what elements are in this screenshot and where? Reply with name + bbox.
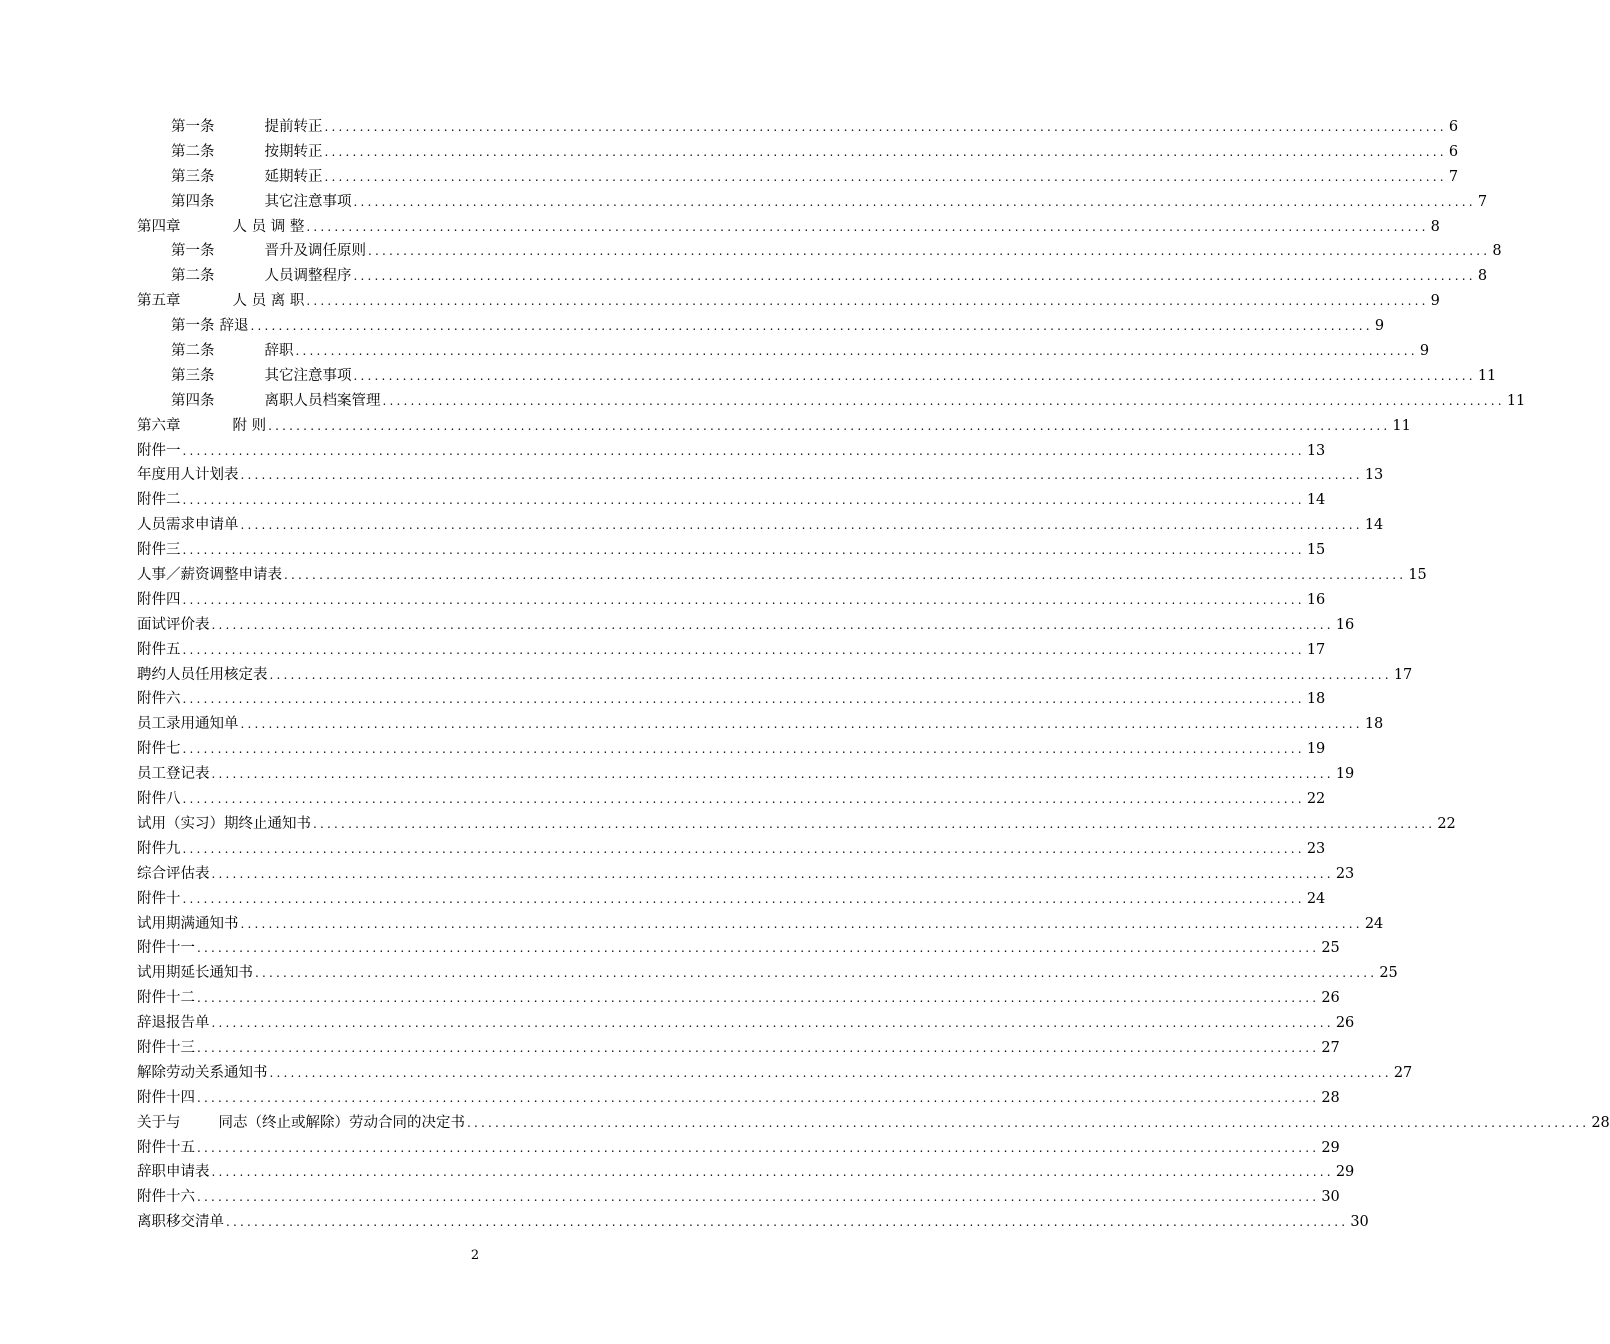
- toc-entry-text: 附件十六: [137, 1189, 195, 1206]
- dot-leader: ................................................................................................................................................................: [353, 368, 1476, 383]
- toc-entry-label: [137, 812, 311, 837]
- dot-leader: ................................................................................................................................................................: [182, 792, 1305, 807]
- toc-entry[interactable]: [137, 1160, 1355, 1185]
- toc-entry-page: 14: [1306, 492, 1326, 509]
- toc-entry-text: 其它注意事项: [264, 193, 352, 210]
- toc-entry-text: 解除劳动关系通知书: [137, 1064, 268, 1081]
- dot-leader: ................................................................................................................................................................: [295, 344, 1418, 359]
- toc-entry-label: [137, 215, 304, 240]
- toc-entry[interactable]: [137, 1210, 1369, 1235]
- dot-leader: ................................................................................................................................................................: [211, 866, 1334, 881]
- toc-entry-page: 15: [1408, 567, 1427, 584]
- toc-entry-text: 按期转正: [264, 143, 323, 160]
- toc-entry[interactable]: [137, 712, 1384, 737]
- toc-entry[interactable]: [137, 190, 1488, 215]
- toc-entry-label: [137, 289, 304, 314]
- toc-entry-text: 第四条: [171, 193, 215, 210]
- toc-entry[interactable]: [137, 638, 1326, 663]
- dot-leader: ................................................................................................................................................................: [182, 543, 1305, 558]
- toc-entry-label: [137, 1160, 210, 1185]
- dot-leader: ................................................................................................................................................................: [324, 169, 1447, 184]
- dot-leader: ................................................................................................................................................................: [368, 244, 1491, 259]
- toc-entry-page: 16: [1335, 616, 1355, 633]
- toc-entry-text: 附件十三: [137, 1039, 195, 1056]
- toc-entry[interactable]: [137, 538, 1326, 563]
- toc-entry-text: 聘约人员任用核定表: [137, 666, 268, 683]
- toc-entry-page: 26: [1321, 990, 1340, 1007]
- toc-entry-label: [137, 887, 181, 912]
- dot-leader: ................................................................................................................................................................: [182, 642, 1305, 657]
- toc-entry-text: 人 员 离 职: [232, 293, 305, 310]
- dot-leader: ................................................................................................................................................................: [211, 767, 1334, 782]
- dot-leader: ................................................................................................................................................................: [182, 493, 1305, 508]
- dot-leader: ................................................................................................................................................................: [240, 717, 1363, 732]
- toc-entry-text: 辞退: [219, 318, 249, 335]
- toc-entry-page: 19: [1335, 766, 1355, 783]
- dot-leader: ................................................................................................................................................................: [211, 1165, 1334, 1180]
- dot-leader: ................................................................................................................................................................: [353, 194, 1476, 209]
- toc-entry-page: 28: [1321, 1089, 1340, 1106]
- toc-entry-label: [137, 737, 181, 762]
- toc-entry[interactable]: [137, 513, 1384, 538]
- dot-leader: ................................................................................................................................................................: [197, 1040, 1320, 1055]
- toc-entry[interactable]: [137, 264, 1488, 289]
- toc-entry[interactable]: [137, 1111, 1610, 1136]
- dot-leader: ................................................................................................................................................................: [324, 120, 1447, 134]
- toc-entry-label: [137, 439, 181, 464]
- toc-entry-text: 第二条: [171, 343, 215, 360]
- toc-entry-label: [171, 140, 323, 165]
- toc-entry-text: 员工录用通知单: [137, 716, 239, 733]
- toc-entry-page: 22: [1437, 815, 1456, 832]
- toc-entry[interactable]: [137, 215, 1440, 240]
- toc-entry-label: [137, 463, 239, 488]
- toc-entry-text: 第二条: [171, 268, 215, 285]
- toc-entry-label: [137, 986, 195, 1011]
- toc-entry-label: [137, 837, 181, 862]
- toc-entry[interactable]: [137, 389, 1526, 414]
- dot-leader: ................................................................................................................................................................: [306, 219, 1429, 234]
- toc-entry-label: [137, 862, 210, 887]
- toc-entry[interactable]: [137, 812, 1456, 837]
- toc-entry-text: 第二条: [171, 143, 215, 160]
- toc-entry-text: 附件二: [137, 492, 181, 509]
- toc-entry-label: [137, 712, 239, 737]
- toc-entry-label: [171, 115, 323, 140]
- toc-entry-page: 11: [1392, 417, 1411, 434]
- toc-entry-text: 人事／薪资调整申请表: [137, 567, 282, 584]
- toc-entry[interactable]: [137, 1086, 1340, 1111]
- dot-leader: ................................................................................................................................................................: [182, 592, 1305, 607]
- toc-entry-page: 27: [1393, 1064, 1413, 1081]
- toc-entry-text: 附件十四: [137, 1089, 195, 1106]
- toc-entry[interactable]: [137, 887, 1326, 912]
- toc-entry-text: 附件四: [137, 591, 181, 608]
- toc-entry-page: 6: [1448, 119, 1459, 135]
- dot-leader: ................................................................................................................................................................: [255, 966, 1378, 981]
- toc-entry-text: 试用期延长通知书: [137, 965, 253, 982]
- toc-entry-page: 27: [1321, 1039, 1340, 1056]
- toc-entry-label: [137, 1111, 465, 1136]
- toc-entry[interactable]: [137, 588, 1326, 613]
- toc-entry-page: 22: [1306, 791, 1326, 808]
- table-of-contents: [137, 115, 1610, 1235]
- toc-entry-page: 7: [1448, 168, 1459, 185]
- dot-leader: ................................................................................................................................................................: [197, 1140, 1320, 1155]
- toc-entry-text: 附件七: [137, 741, 181, 758]
- dot-leader: ................................................................................................................................................................: [182, 742, 1305, 757]
- toc-entry-text: 第一条: [171, 318, 215, 335]
- toc-entry-text: 第一条: [171, 119, 215, 135]
- toc-entry-page: 9: [1374, 318, 1385, 335]
- toc-entry[interactable]: [137, 488, 1326, 513]
- toc-entry-text: 人员调整程序: [264, 268, 352, 285]
- toc-entry-text: 附件八: [137, 791, 181, 808]
- dot-leader: ................................................................................................................................................................: [211, 617, 1334, 632]
- toc-entry-label: [171, 339, 294, 364]
- toc-entry-page: 11: [1477, 367, 1497, 384]
- toc-entry-page: 15: [1306, 542, 1326, 559]
- toc-entry[interactable]: [137, 961, 1398, 986]
- toc-entry-page: 9: [1430, 293, 1440, 310]
- toc-entry-text: 综合评估表: [137, 865, 210, 882]
- toc-entry-text: 附件三: [137, 542, 181, 559]
- toc-entry-label: [171, 239, 366, 264]
- dot-leader: ................................................................................................................................................................: [197, 941, 1320, 956]
- toc-entry-text: 辞退报告单: [137, 1015, 210, 1032]
- toc-entry-text: 附件十五: [137, 1139, 195, 1156]
- toc-entry-text: 辞职: [264, 343, 294, 360]
- toc-entry-page: 16: [1306, 591, 1326, 608]
- dot-leader: ................................................................................................................................................................: [353, 269, 1476, 284]
- toc-entry-page: 25: [1379, 965, 1398, 982]
- dot-leader: ................................................................................................................................................................: [197, 991, 1320, 1006]
- toc-entry-page: 19: [1306, 741, 1326, 758]
- toc-entry-label: [137, 1185, 195, 1210]
- toc-entry-page: 28: [1591, 1114, 1610, 1131]
- toc-entry[interactable]: [137, 563, 1427, 588]
- toc-entry-page: 30: [1321, 1189, 1340, 1206]
- toc-entry-label: [137, 663, 268, 688]
- toc-entry-label: [137, 787, 181, 812]
- toc-entry-page: 25: [1321, 940, 1340, 957]
- toc-entry-page: 18: [1306, 691, 1326, 708]
- toc-entry-label: [137, 1210, 224, 1235]
- toc-entry-label: [137, 488, 181, 513]
- toc-entry-label: [137, 687, 181, 712]
- toc-entry-text: 第五章: [137, 293, 181, 310]
- toc-entry-text: 试用期满通知书: [137, 915, 239, 932]
- toc-entry-text: 附 则: [232, 417, 267, 434]
- toc-entry[interactable]: [137, 613, 1355, 638]
- toc-entry-label: [137, 414, 266, 439]
- toc-entry-text: 第六章: [137, 417, 181, 434]
- dot-leader: ................................................................................................................................................................: [240, 468, 1363, 483]
- toc-entry-label: [137, 1086, 195, 1111]
- toc-entry[interactable]: [137, 837, 1326, 862]
- toc-entry-label: [137, 513, 239, 538]
- toc-entry-text: 附件九: [137, 840, 181, 857]
- toc-entry-label: [137, 588, 181, 613]
- toc-entry[interactable]: [137, 364, 1497, 389]
- toc-entry-text: 提前转正: [264, 119, 323, 135]
- toc-entry-page: 6: [1448, 143, 1459, 160]
- toc-entry[interactable]: [137, 339, 1430, 364]
- page-number: 2: [470, 1248, 480, 1263]
- toc-entry-text: 附件一: [137, 442, 181, 459]
- toc-entry-text: 第一条: [171, 243, 215, 260]
- dot-leader: ................................................................................................................................................................: [182, 841, 1305, 856]
- toc-entry-text: 离职移交清单: [137, 1214, 224, 1231]
- dot-leader: ................................................................................................................................................................: [269, 1065, 1392, 1080]
- dot-leader: ................................................................................................................................................................: [182, 443, 1305, 458]
- toc-entry-label: [137, 1036, 195, 1061]
- toc-entry-text: 附件十: [137, 890, 181, 907]
- toc-entry-label: [137, 936, 195, 961]
- toc-entry-label: [137, 961, 253, 986]
- dot-leader: ................................................................................................................................................................: [182, 692, 1305, 707]
- toc-entry-page: 11: [1506, 392, 1526, 409]
- dot-leader: ................................................................................................................................................................: [268, 418, 1391, 433]
- toc-entry-label: [137, 762, 210, 787]
- toc-entry-text: 附件十一: [137, 940, 195, 957]
- toc-entry-page: 8: [1477, 268, 1488, 285]
- toc-entry-label: [137, 613, 210, 638]
- dot-leader: ................................................................................................................................................................: [324, 144, 1447, 159]
- toc-entry[interactable]: [137, 762, 1355, 787]
- toc-entry-page: 17: [1306, 641, 1326, 658]
- toc-entry-label: [137, 912, 239, 937]
- toc-entry-label: [137, 538, 181, 563]
- dot-leader: ................................................................................................................................................................: [284, 568, 1407, 583]
- toc-entry[interactable]: [137, 936, 1340, 961]
- toc-entry-page: 23: [1306, 840, 1326, 857]
- toc-entry-text: 第四章: [137, 218, 181, 235]
- toc-entry[interactable]: [137, 862, 1355, 887]
- toc-entry-text: 辞职申请表: [137, 1164, 210, 1181]
- toc-entry[interactable]: [137, 289, 1440, 314]
- toc-entry-page: 24: [1364, 915, 1384, 932]
- toc-entry[interactable]: [137, 1136, 1340, 1161]
- toc-entry-page: 24: [1306, 890, 1326, 907]
- dot-leader: ................................................................................................................................................................: [197, 1190, 1320, 1205]
- toc-entry-label: [171, 165, 323, 190]
- toc-entry-text: 晋升及调任原则: [264, 243, 366, 260]
- dot-leader: ................................................................................................................................................................: [226, 1215, 1349, 1230]
- toc-entry[interactable]: [137, 165, 1459, 190]
- toc-entry[interactable]: [137, 314, 1385, 339]
- toc-entry[interactable]: [137, 414, 1411, 439]
- toc-entry[interactable]: [137, 1011, 1355, 1036]
- toc-entry-label: [137, 638, 181, 663]
- toc-entry[interactable]: [137, 1185, 1340, 1210]
- toc-entry-label: [171, 389, 381, 414]
- toc-entry-page: 14: [1364, 517, 1384, 534]
- toc-entry[interactable]: [137, 1061, 1413, 1086]
- toc-entry[interactable]: [137, 239, 1502, 264]
- toc-entry-text: 延期转正: [264, 168, 323, 185]
- toc-entry-label: [137, 1011, 210, 1036]
- toc-entry-page: 13: [1306, 442, 1326, 459]
- toc-entry-text: 第三条: [171, 367, 215, 384]
- toc-entry-label: [137, 1136, 195, 1161]
- toc-entry-label: [171, 264, 352, 289]
- toc-entry[interactable]: [137, 439, 1326, 464]
- toc-entry-text: 试用（实习）期终止通知书: [137, 815, 311, 832]
- toc-entry-page: 30: [1350, 1214, 1369, 1231]
- toc-entry-label: [171, 190, 352, 215]
- toc-entry-text: 其它注意事项: [264, 367, 352, 384]
- toc-entry-text: 第三条: [171, 168, 215, 185]
- toc-entry[interactable]: [137, 115, 1459, 140]
- toc-entry-text: 关于与: [137, 1114, 181, 1131]
- dot-leader: ................................................................................................................................................................: [240, 916, 1363, 931]
- toc-entry-text: 附件六: [137, 691, 181, 708]
- dot-leader: ................................................................................................................................................................: [182, 891, 1305, 906]
- toc-entry[interactable]: [137, 737, 1326, 762]
- toc-entry-text: 附件十二: [137, 990, 195, 1007]
- dot-leader: ................................................................................................................................................................: [306, 294, 1429, 309]
- toc-entry-page: 29: [1321, 1139, 1340, 1156]
- toc-entry-text: 人 员 调 整: [232, 218, 305, 235]
- dot-leader: ................................................................................................................................................................: [269, 667, 1392, 682]
- dot-leader: ................................................................................................................................................................: [313, 816, 1436, 831]
- dot-leader: ................................................................................................................................................................: [467, 1115, 1590, 1130]
- toc-entry-text: 同志（终止或解除）劳动合同的决定书: [218, 1114, 465, 1131]
- dot-leader: ................................................................................................................................................................: [382, 393, 1505, 408]
- toc-entry[interactable]: [137, 1036, 1340, 1061]
- dot-leader: ................................................................................................................................................................: [211, 1016, 1334, 1031]
- toc-entry-page: 7: [1477, 193, 1488, 210]
- toc-entry-text: 年度用人计划表: [137, 467, 239, 484]
- toc-entry-text: 附件五: [137, 641, 181, 658]
- toc-entry[interactable]: [137, 986, 1340, 1011]
- toc-entry-page: 9: [1419, 343, 1430, 360]
- dot-leader: ................................................................................................................................................................: [250, 319, 1373, 334]
- toc-entry-page: 17: [1393, 666, 1413, 683]
- toc-entry-page: 8: [1430, 218, 1440, 235]
- toc-entry-text: 离职人员档案管理: [264, 392, 381, 409]
- toc-entry-text: 员工登记表: [137, 766, 210, 783]
- toc-entry-text: 人员需求申请单: [137, 517, 239, 534]
- toc-entry-label: [171, 314, 249, 339]
- toc-entry[interactable]: [137, 463, 1384, 488]
- toc-entry-page: 26: [1335, 1015, 1355, 1032]
- toc-entry-page: 8: [1492, 243, 1502, 260]
- toc-entry-label: [137, 563, 282, 588]
- toc-entry-text: 面试评价表: [137, 616, 210, 633]
- toc-entry-text: 第四条: [171, 392, 215, 409]
- toc-entry[interactable]: [137, 912, 1384, 937]
- toc-entry-page: 18: [1364, 716, 1384, 733]
- toc-entry-page: 23: [1335, 865, 1355, 882]
- toc-entry-page: 13: [1364, 467, 1384, 484]
- toc-entry[interactable]: [137, 787, 1326, 812]
- dot-leader: ................................................................................................................................................................: [197, 1090, 1320, 1105]
- toc-entry-label: [171, 364, 352, 389]
- toc-entry-label: [137, 1061, 268, 1086]
- toc-entry[interactable]: [137, 687, 1326, 712]
- dot-leader: ................................................................................................................................................................: [240, 518, 1363, 533]
- toc-entry-page: 29: [1335, 1164, 1355, 1181]
- toc-entry[interactable]: [137, 140, 1459, 165]
- toc-entry[interactable]: [137, 663, 1413, 688]
